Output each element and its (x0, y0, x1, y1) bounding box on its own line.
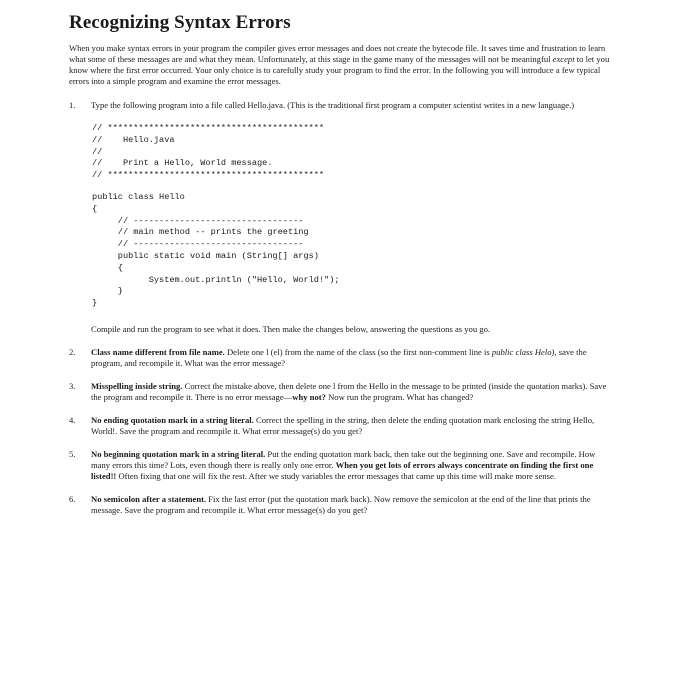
list-item (69, 100, 614, 335)
item-text-a: Delete one l (el) from the name of the class (so the first non-comment line is (224, 346, 492, 357)
list-gap (69, 437, 614, 449)
item-text-a: Fix the last error (put the quotation mark back). Now remove the semicolon at the end of the line that prints the message. Save the program and recompile it. What error message(s) do you get? (91, 493, 591, 515)
code-body: public class Hello { // --------------------------------- // main method -- prints the greeting // --------------------------------- public static void main (String[] args) { System.out.println ("Hello, World!"); } } (92, 191, 340, 309)
item-number: 4. (69, 414, 76, 425)
item-heading: Class name different from file name. (91, 346, 225, 357)
item-emphasis: why not? (292, 391, 326, 402)
item-heading: No beginning quotation mark in a string literal. (91, 448, 266, 459)
item-text-a: Correct the spelling in the string, then delete the ending quotation mark enclosing the string Hello, World!. Save the program and recompile it. What error message(s) do you get? (91, 414, 595, 436)
item-number: 3. (69, 380, 76, 391)
item-italic-text: public class Helo) (491, 346, 555, 357)
item-text-b: , save the program, and recompile it. What was the error message? (91, 346, 587, 368)
item-number: 5. (69, 448, 76, 459)
item-text: Type the following program into a file called Hello.java. (This is the traditional first program a computer scientist writes in a new language.) (91, 100, 575, 110)
intro-text-italic: except (552, 54, 575, 64)
item-text-a: Put the ending quotation mark back, then take out the beginning one. Save and recompile. How many errors this time? Lots, even though there is really only one error. (91, 448, 596, 470)
item-text-b: Often fixing that one will fix the rest. After we study variables the error messages that came up this time will make more sense. (116, 470, 556, 481)
intro-text-c: to let you know where the first error occurred. Your only choice is to carefully study your program to find the error. In the following you will introduce a few typical errors into a simple program and examine the error messages. (69, 54, 610, 86)
item-text-b: Now run the program. What has changed? (325, 391, 474, 402)
code-header-comment: // ****************************************** // Hello.java // // Print a Hello, World message. // ****************************************** (92, 123, 325, 181)
list-gap (69, 482, 614, 494)
item-emphasis: When you get lots of errors always concentrate on finding the first one listed!! (91, 459, 594, 481)
exercise-list (66, 100, 614, 516)
item-number: 1. (69, 100, 76, 110)
list-gap (69, 403, 614, 415)
list-item (69, 494, 614, 516)
item-heading: No semicolon after a statement. (91, 493, 207, 504)
list-item (69, 415, 614, 437)
item-heading: No ending quotation mark in a string literal. (91, 414, 254, 425)
intro-paragraph (69, 43, 614, 87)
item-number: 2. (69, 346, 76, 357)
item-text-a: Correct the mistake above, then delete one l from the Hello in the message to be printed (inside the quotation marks). Save the program and recompile it. There is no error message— (91, 380, 607, 402)
list-item (69, 449, 614, 482)
item-number: 6. (69, 493, 76, 504)
intro-text-a: When you make syntax errors in your program the compiler gives error messages and does not create the bytecode file. It saves time and frustration to learn what some of these messages are and what they mean. Unfortunately, at this stage in the game many of the messages will not be meaningful (69, 43, 606, 64)
list-item (69, 347, 614, 369)
list-item (69, 381, 614, 403)
item-heading: Misspelling inside string. (91, 380, 183, 391)
list-gap (69, 335, 614, 347)
page-title: Recognizing Syntax Errors (69, 12, 291, 33)
list-gap (69, 369, 614, 381)
item-followup-text: Compile and run the program to see what it does. Then make the changes below, answering the questions as you go. (91, 323, 491, 334)
